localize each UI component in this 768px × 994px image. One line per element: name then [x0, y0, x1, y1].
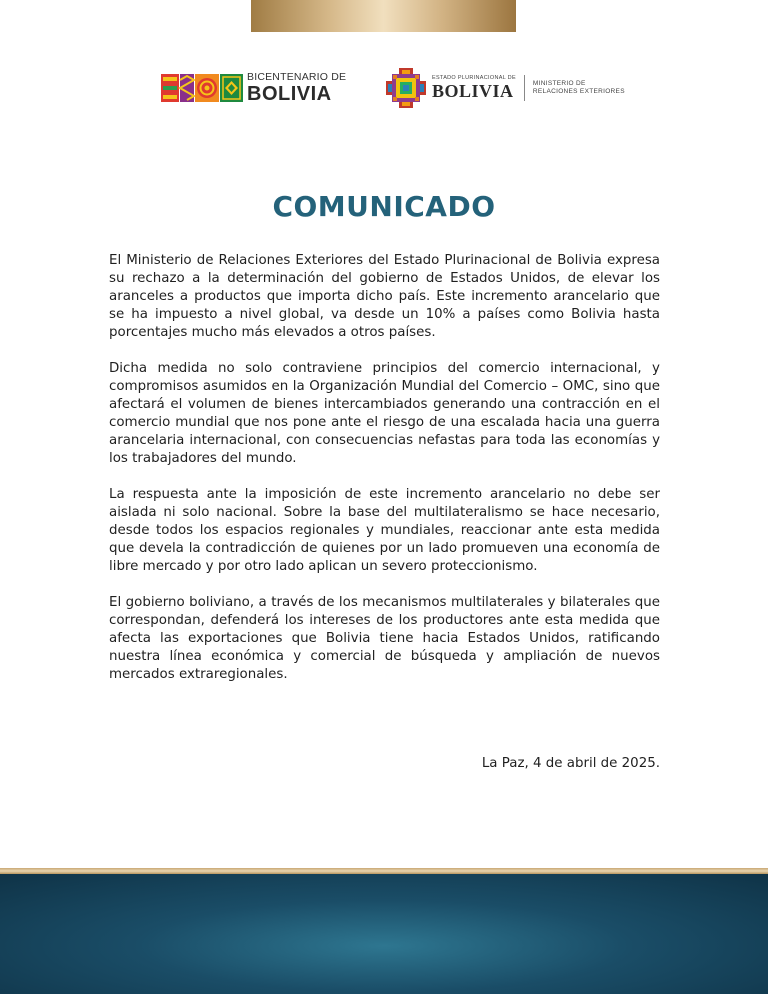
logo-divider [524, 75, 525, 101]
bicentenario-label: BICENTENARIO DE [247, 71, 347, 84]
bicentenario-logo [161, 70, 346, 106]
page-title: COMUNICADO [272, 190, 496, 223]
estado-logo [384, 64, 625, 112]
paragraph-2: Dicha medida no solo contraviene principios del comercio internacional, y compromisos asumidos en la Organización Mundial del Comercio – OMC, sino que afectará el volumen de bienes intercambiados generando una contracción en el comercio mundial que nos pone ante el riesgo de una escalada hacia una guerra arancelaria internacional, con consecuencias nefastas para toda las economías y los trabajadores del mundo. [109, 361, 660, 466]
ministerio-line2: RELACIONES EXTERIORES [532, 88, 625, 95]
paragraph-1: El Ministerio de Relaciones Exteriores del Estado Plurinacional de Bolivia expresa su rechazo a la determinación del gobierno de Estados Unidos, de elevar los aranceles a productos que importa dicho país. Este incremento arancelario que se ha impuesto a nivel global, va desde un 10% a países como Bolivia hasta porcentajes mucho más elevados a otros países. [109, 253, 660, 340]
bicentenario-emblem-icon [161, 74, 243, 102]
ministerio-label [533, 80, 625, 96]
estado-label: ESTADO PLURINACIONAL DE [432, 74, 516, 81]
ministerio-line1: MINISTERIO DE [532, 80, 586, 88]
bicentenario-country: BOLIVIA [247, 82, 332, 105]
estado-country: BOLIVIA [432, 81, 514, 102]
date-line: La Paz, 4 de abril de 2025. [481, 756, 660, 771]
top-gold-band [251, 0, 516, 32]
paragraph-4: El gobierno boliviano, a través de los mecanismos multilaterales y bilaterales que correspondan, defenderá los intereses de los productores ante esta medida que afecta las exportaciones que Bolivia tiene hacia Estados Unidos, ratificando nuestra línea económica y comercial de búsqueda y ampliación de nuevos mercados extraregionales. [109, 595, 660, 682]
footer-band [0, 874, 768, 994]
header-logos [0, 64, 768, 112]
chakana-emblem-icon [384, 66, 428, 110]
paragraph-3: La respuesta ante la imposición de este incremento arancelario no debe ser aislada ni solo nacional. Sobre la base del multilateralismo se hace necesario, desde todos los espacios regionales y mundiales, reaccionar ante esta medida que devela la contradicción de quienes por un lado promueven una economía de libre mercado y por otro lado aplican un severo proteccionismo. [109, 487, 660, 574]
communique-body [109, 252, 660, 702]
